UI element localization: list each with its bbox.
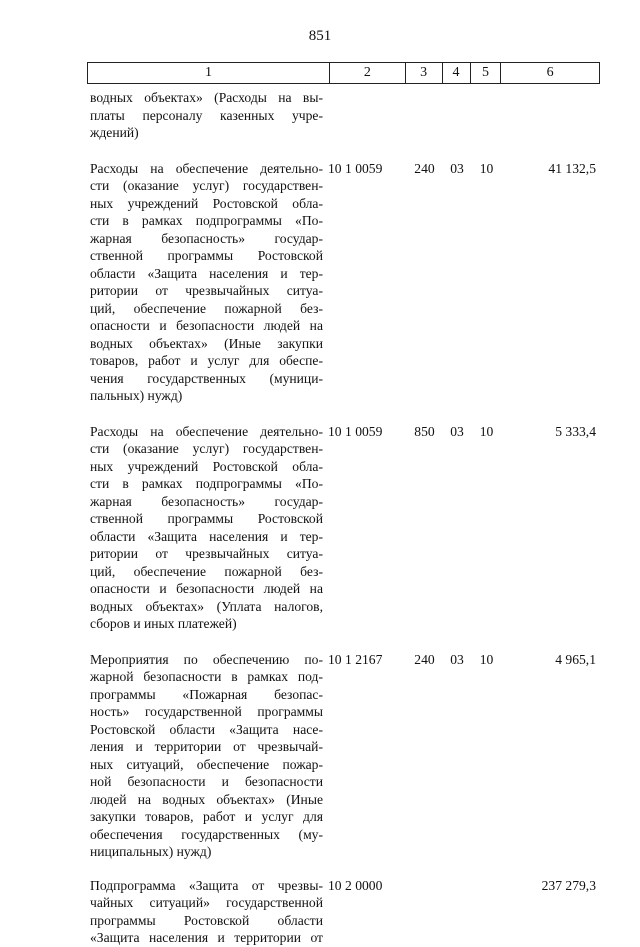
description-line: ления и территории от чрезвычай- — [90, 739, 323, 754]
description-line: ность» государственной программы — [90, 704, 323, 719]
description-line: сти в рамках подпрограммы «По- — [90, 476, 323, 491]
description-line: пальных) нужд) — [90, 388, 183, 403]
description-line: области «Защита населения и тер- — [90, 528, 323, 544]
target-code-cell: 10 1 2167 — [328, 651, 383, 667]
description-line: сборов и иных платежей) — [90, 616, 237, 631]
description-line: Ростовской области «Защита насе- — [90, 721, 323, 737]
description-line: обеспечения государственных (му- — [90, 826, 323, 842]
subsection-cell — [471, 89, 502, 142]
description-line: опасности и безопасности людей на — [90, 318, 323, 333]
description-line: ных учреждений Ростовской обла- — [90, 195, 323, 211]
description-line: ных ситуаций, обеспечение пожар- — [90, 756, 323, 772]
page-number: 851 — [308, 28, 332, 44]
description-line: области «Защита населения и тер- — [90, 265, 323, 281]
target-code-cell — [323, 89, 406, 142]
description-line: чайных ситуаций» государственной — [90, 895, 323, 910]
table-body — [87, 89, 600, 947]
header-col-5: 5 — [471, 63, 502, 83]
description-line: программы Ростовской области — [90, 912, 323, 928]
row-description — [87, 423, 323, 633]
description-line: ритории от чрезвычайных ситуа- — [90, 283, 323, 298]
description-line: водных объектах» (Расходы на вы- — [90, 90, 323, 105]
row-description — [87, 160, 323, 405]
amount-cell: 5 333,4 — [555, 423, 596, 439]
table-row — [87, 877, 600, 947]
target-code-cell: 10 1 0059 — [328, 160, 383, 176]
description-line: Подпрограмма «Защита от чрезвы- — [90, 877, 323, 893]
table-row — [87, 651, 600, 861]
table-row — [87, 160, 600, 405]
section-cell: 03 — [450, 651, 464, 667]
target-code-cell: 10 1 0059 — [328, 423, 383, 439]
amount-cell: 237 279,3 — [541, 877, 596, 893]
header-col-2: 2 — [330, 63, 406, 83]
description-line: сти (оказание услуг) государствен- — [90, 178, 323, 193]
expense-type-cell — [406, 89, 443, 142]
target-code-cell: 10 2 0000 — [328, 877, 383, 893]
row-description — [87, 877, 323, 947]
description-line: ственной программы Ростовской — [90, 248, 323, 263]
description-line: ных учреждений Ростовской обла- — [90, 458, 323, 474]
description-line: «Защита населения и территории от — [90, 930, 323, 945]
table-header — [87, 62, 600, 84]
description-line: закупки товаров, работ и услуг для — [90, 809, 323, 824]
expense-type-cell: 850 — [414, 423, 435, 439]
expense-type-cell: 240 — [414, 160, 435, 176]
amount-cell: 41 132,5 — [548, 160, 596, 176]
row-description — [87, 89, 323, 142]
table-row — [87, 89, 600, 142]
header-col-6: 6 — [546, 65, 554, 80]
header-col-3: 3 — [406, 63, 443, 83]
description-line: Мероприятия по обеспечению по- — [90, 651, 323, 667]
section-cell — [443, 89, 471, 142]
description-line: Расходы на обеспечение деятельно- — [90, 423, 323, 439]
header-col-4: 4 — [443, 63, 471, 83]
description-line: сти в рамках подпрограммы «По- — [90, 213, 323, 228]
description-line: ждений) — [90, 125, 139, 140]
description-line: сти (оказание услуг) государствен- — [90, 441, 323, 456]
description-line: ций, обеспечение пожарной без- — [90, 563, 323, 579]
description-line: жарная безопасность» государ- — [90, 493, 323, 509]
row-description — [87, 651, 323, 861]
description-line: водных объектах» (Иные закупки — [90, 335, 323, 351]
description-line: ственной программы Ростовской — [90, 511, 323, 526]
subsection-cell: 10 — [479, 651, 494, 667]
description-line: опасности и безопасности людей на — [90, 581, 323, 596]
description-line: программы «Пожарная безопас- — [90, 686, 323, 702]
subsection-cell: 10 — [479, 160, 494, 176]
description-line: платы персоналу казенных учре- — [90, 107, 323, 123]
section-cell: 03 — [450, 160, 464, 176]
description-line: ций, обеспечение пожарной без- — [90, 300, 323, 316]
header-col-1: 1 — [88, 63, 330, 83]
amount-cell — [502, 89, 600, 142]
description-line: ниципальных) нужд) — [90, 844, 212, 859]
description-line: чения государственных (муници- — [90, 370, 323, 386]
amount-cell: 4 965,1 — [555, 651, 596, 667]
subsection-cell: 10 — [479, 423, 494, 439]
section-cell: 03 — [450, 423, 464, 439]
section-cell — [443, 877, 471, 947]
expense-type-cell — [406, 877, 443, 947]
expense-type-cell: 240 — [414, 651, 435, 667]
description-line: людей на водных объектах» (Иные — [90, 791, 323, 807]
description-line: товаров, работ и услуг для обеспе- — [90, 353, 323, 368]
description-line: жарная безопасность» государ- — [90, 230, 323, 246]
description-line: жарной безопасности в рамках под- — [90, 669, 323, 684]
description-line: Расходы на обеспечение деятельно- — [90, 160, 323, 176]
description-line: ритории от чрезвычайных ситуа- — [90, 546, 323, 561]
description-line: ной безопасности и безопасности — [90, 774, 323, 789]
subsection-cell — [471, 877, 502, 947]
description-line: водных объектах» (Уплата налогов, — [90, 598, 323, 614]
table-row — [87, 423, 600, 633]
